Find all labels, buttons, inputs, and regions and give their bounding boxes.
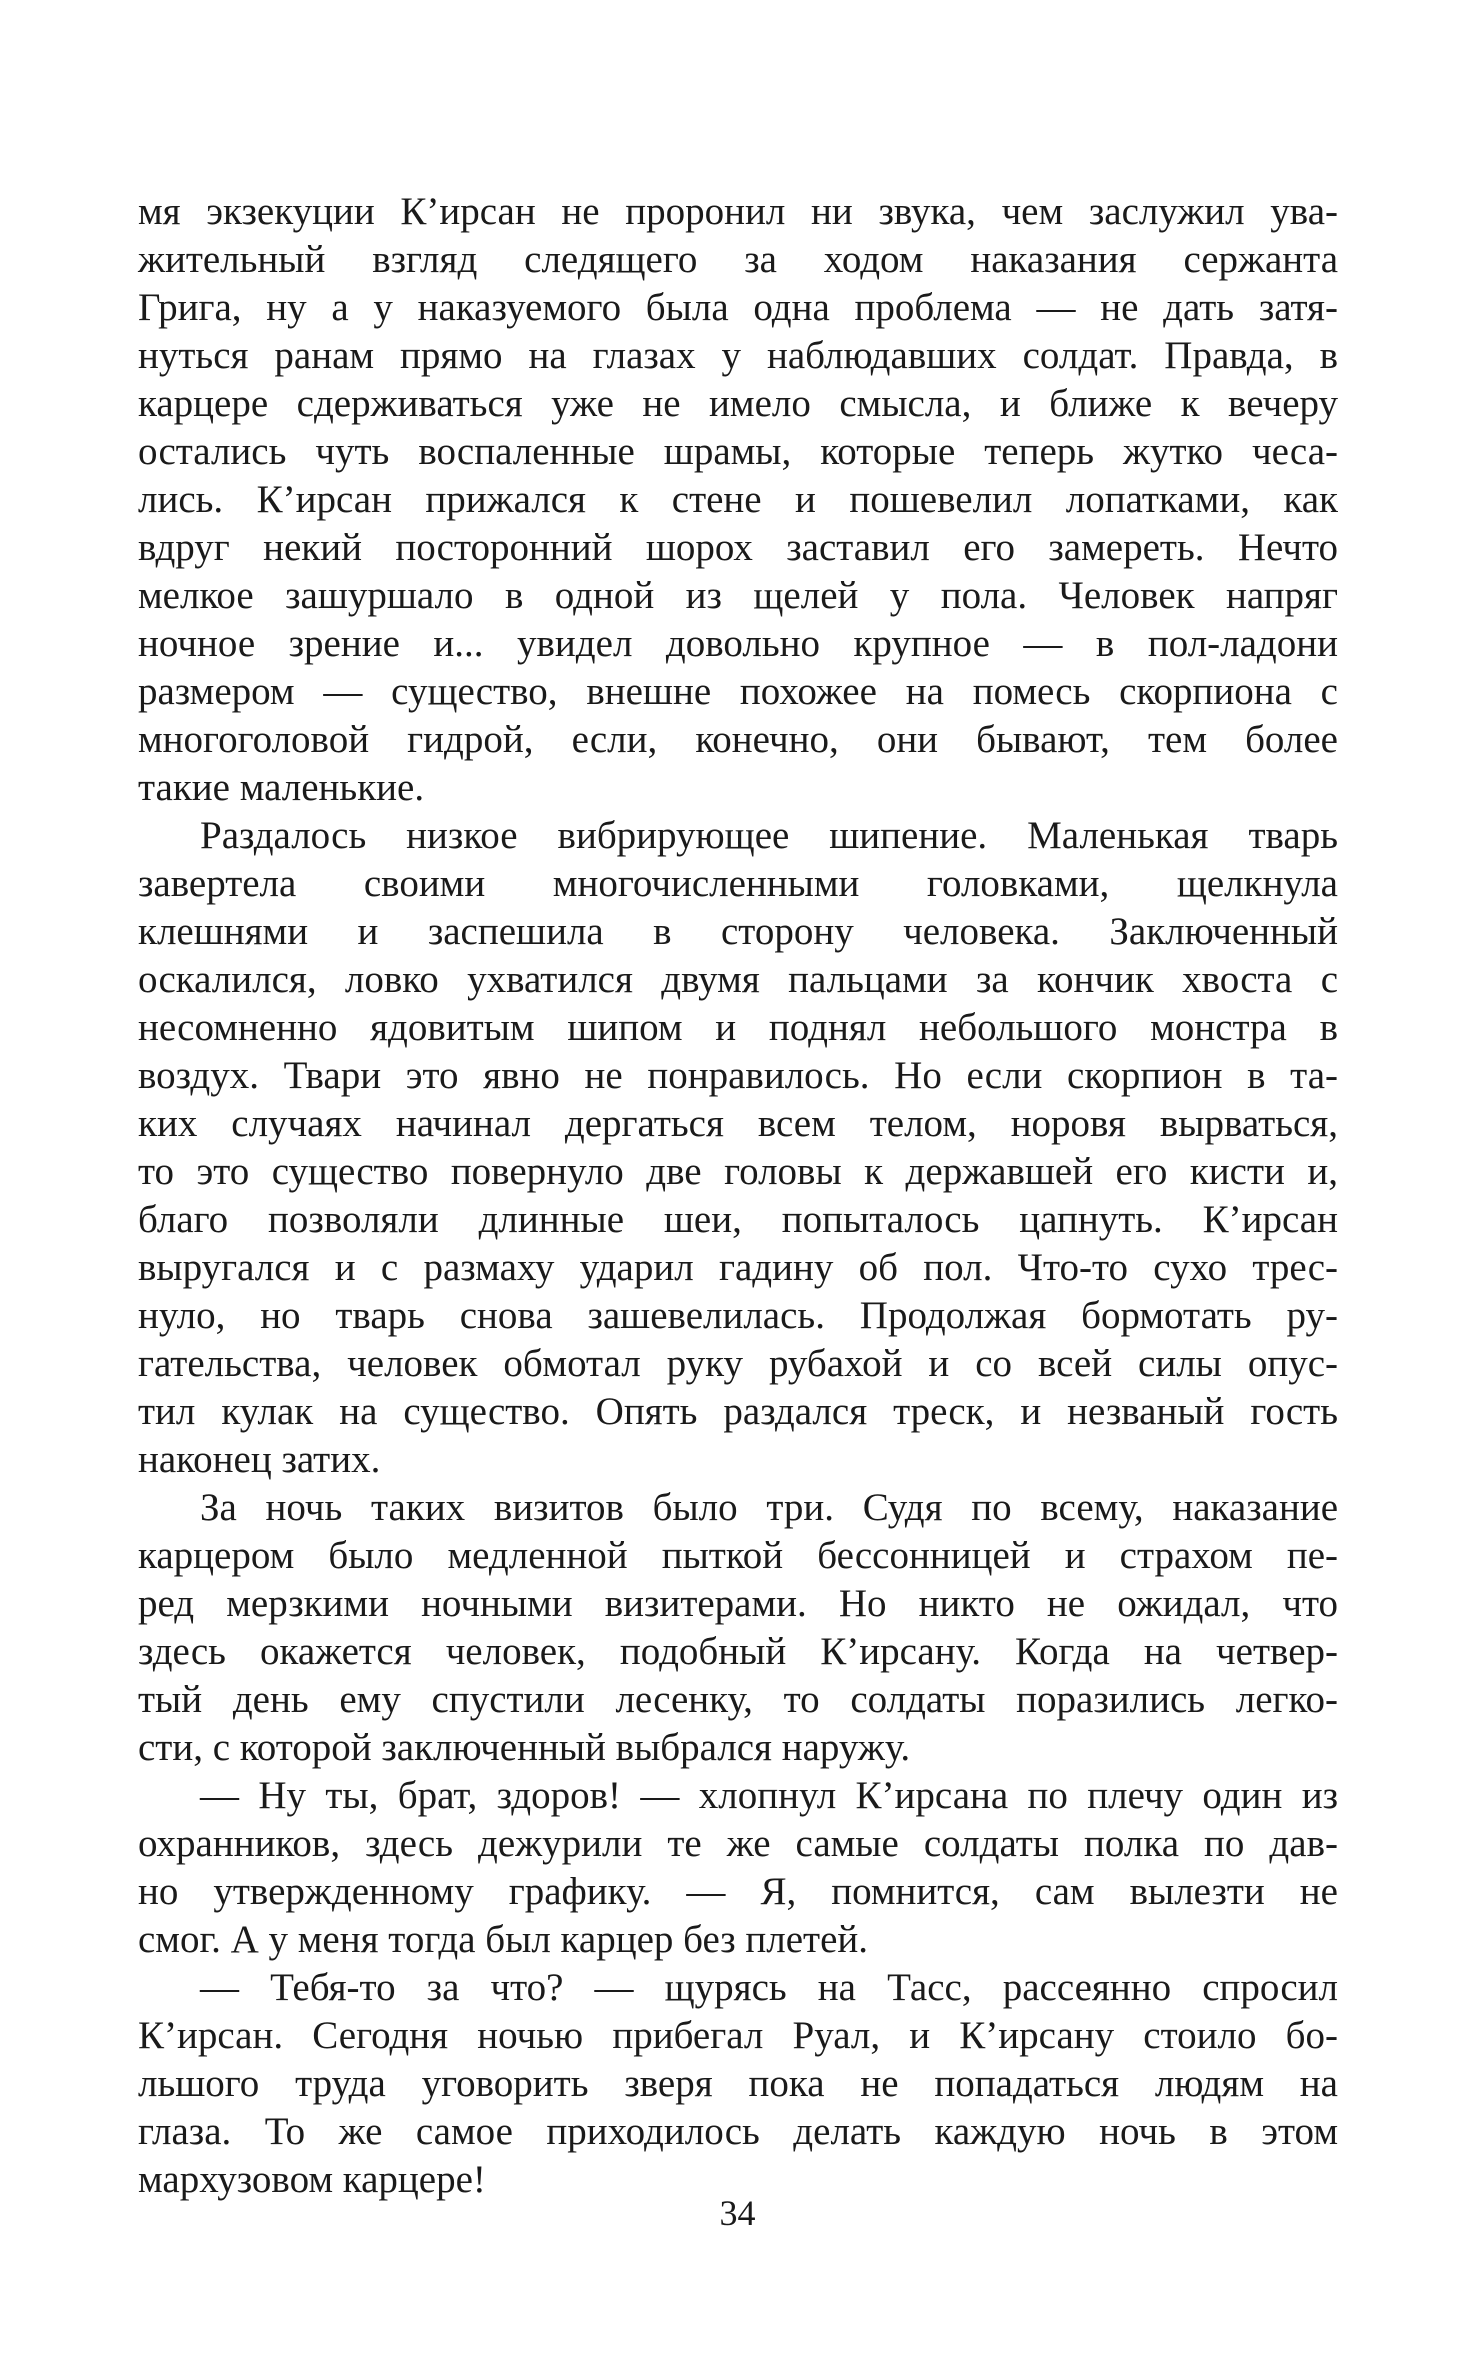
text-line: Раздалось низкое вибрирующее шипение. Маленькая тварь — [200, 814, 1338, 857]
text-line: ких случаях начинал дергаться всем телом, норовя вырваться, — [138, 1102, 1338, 1145]
text-line: наконец затих. — [138, 1438, 381, 1481]
text-line: многоголовой гидрой, если, конечно, они бывают, тем более — [138, 718, 1338, 761]
paragraph — [138, 1484, 1338, 1772]
text-line: тил кулак на существо. Опять раздался треск, и незваный гость — [138, 1390, 1338, 1433]
text-line: ред мерзкими ночными визитерами. Но никто не ожидал, что — [138, 1582, 1338, 1625]
text-line: лись. К’ирсан прижался к стене и пошевелил лопатками, как — [138, 478, 1338, 521]
text-line: выругался и с размаху ударил гадину об пол. Что-то сухо трес- — [138, 1246, 1338, 1289]
paragraph — [138, 188, 1338, 812]
text-line: здесь окажется человек, подобный К’ирсану. Когда на четвер- — [138, 1630, 1338, 1673]
text-line: но утвержденному графику. — Я, помнится, сам вылезти не — [138, 1870, 1338, 1913]
text-line: остались чуть воспаленные шрамы, которые теперь жутко чеса- — [138, 430, 1338, 473]
text-line: оскалился, ловко ухватился двумя пальцами за кончик хвоста с — [138, 958, 1338, 1001]
text-line: — Ну ты, брат, здоров! — хлопнул К’ирсана по плечу один из — [200, 1774, 1338, 1817]
text-line: размером — существо, внешне похожее на помесь скорпиона с — [138, 670, 1338, 713]
text-line: мя экзекуции К’ирсан не проронил ни звука, чем заслужил ува- — [138, 190, 1338, 233]
body-text — [138, 188, 1338, 2204]
text-line: несомненно ядовитым шипом и поднял небольшого монстра в — [138, 1006, 1338, 1049]
text-line: смог. А у меня тогда был карцер без плетей. — [138, 1918, 869, 1961]
text-line: такие маленькие. — [138, 766, 425, 809]
text-line: глаза. То же самое приходилось делать каждую ночь в этом — [138, 2110, 1338, 2153]
text-line: завертела своими многочисленными головками, щелкнула — [138, 862, 1338, 905]
text-line: гательства, человек обмотал руку рубахой и со всей силы опус- — [138, 1342, 1338, 1385]
text-line: льшого труда уговорить зверя пока не попадаться людям на — [138, 2062, 1338, 2105]
text-line: мелкое зашуршало в одной из щелей у пола. Человек напряг — [138, 574, 1338, 617]
text-line: — Тебя-то за что? — щурясь на Тасс, рассеянно спросил — [200, 1966, 1338, 2009]
text-line: нуться ранам прямо на глазах у наблюдавших солдат. Правда, в — [138, 334, 1338, 377]
page-number: 34 — [719, 2193, 756, 2233]
text-line: сти, с которой заключенный выбрался наружу. — [138, 1726, 911, 1769]
text-line: ночное зрение и... увидел довольно крупное — в пол-ладони — [138, 622, 1338, 665]
text-line: вдруг некий посторонний шорох заставил его замереть. Нечто — [138, 526, 1338, 569]
paragraph — [138, 1772, 1338, 1964]
text-line: клешнями и заспешила в сторону человека. Заключенный — [138, 910, 1338, 953]
text-line: благо позволяли длинные шеи, попыталось цапнуть. К’ирсан — [138, 1198, 1338, 1241]
text-line: За ночь таких визитов было три. Судя по всему, наказание — [200, 1486, 1338, 1529]
text-line: карцере сдерживаться уже не имело смысла, и ближе к вечеру — [138, 382, 1338, 425]
paragraph — [138, 812, 1338, 1484]
text-line: то это существо повернуло две головы к державшей его кисти и, — [138, 1150, 1338, 1193]
text-line: охранников, здесь дежурили те же самые солдаты полка по дав- — [138, 1822, 1338, 1865]
text-line: мархузовом карцере! — [138, 2158, 486, 2201]
text-line: воздух. Твари это явно не понравилось. Но если скорпион в та- — [138, 1054, 1338, 1097]
text-line: карцером было медленной пыткой бессонницей и страхом пе- — [138, 1534, 1338, 1577]
paragraph — [138, 1964, 1338, 2204]
text-line: нуло, но тварь снова зашевелилась. Продолжая бормотать ру- — [138, 1294, 1338, 1337]
text-line: Грига, ну а у наказуемого была одна проблема — не дать затя- — [138, 286, 1338, 329]
text-line: жительный взгляд следящего за ходом наказания сержанта — [138, 238, 1338, 281]
text-line: К’ирсан. Сегодня ночью прибегал Руал, и К’ирсану стоило бо- — [138, 2014, 1338, 2057]
text-line: тый день ему спустили лесенку, то солдаты поразились легко- — [138, 1678, 1338, 1721]
